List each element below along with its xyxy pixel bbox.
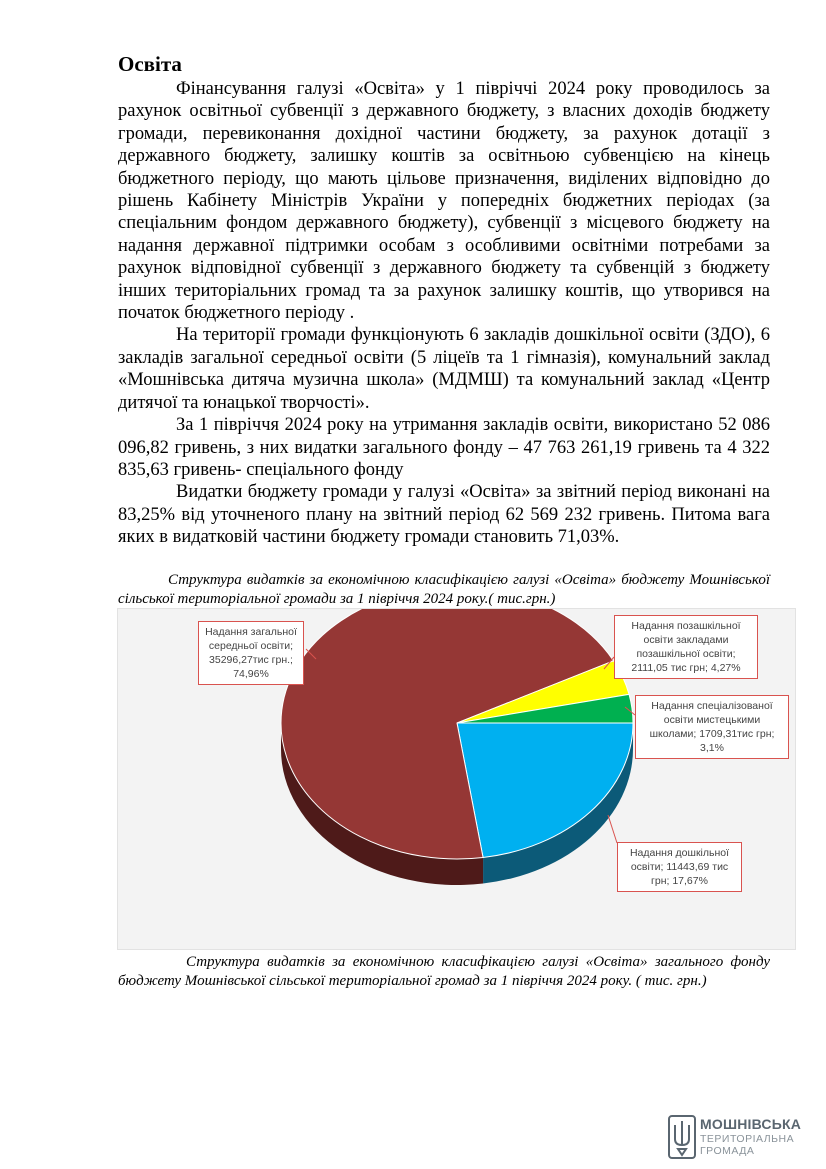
chart-caption: Структура видатків за економічною класифікацією галузі «Освіта» бюджету Мошнівської сільської територіальної громади за 1 півріччя 2024 року.( тис.грн.) bbox=[118, 572, 770, 607]
leader-preschool bbox=[608, 815, 617, 843]
chart-caption-general-fund: Структура видатків за економічною класифікацією галузі «Освіта» загального фонду бюджету Мошнівської сільської територіальної громад за 1 півріччя 2024 року. ( тис. грн.) bbox=[118, 954, 770, 989]
callout-general-secondary: Надання загальної середньої освіти; 35296,27тис грн.; 74,96% bbox=[198, 621, 304, 685]
logo-line3: ГРОМАДА bbox=[700, 1145, 755, 1157]
callout-preschool: Надання дошкільної освіти; 11443,69 тис грн; 17,67% bbox=[617, 842, 742, 892]
paragraph-spending: За 1 півріччя 2024 року на утримання закладів освіти, використано 52 086 096,82 гривень, з них видатки загального фонду – 47 763 261,19 гривень та 4 322 835,63 гривень- спеціального фонду bbox=[118, 415, 770, 480]
paragraph-institutions: На території громади функціонують 6 закладів дошкільної освіти (ЗДО), 6 закладів загальної середньої освіти (5 ліцеїв та 1 гімназія), комунальний заклад «Мошнівська дитяча музична школа» (МДМШ) та комунальний заклад «Центр дитячої та юнацької творчості». bbox=[118, 325, 770, 413]
paragraph-execution: Видатки бюджету громади у галузі «Освіта» за звітний період виконані на 83,25% від уточненого плану на звітний період 62 569 232 гривень. Питома вага яких в видатковій частини бюджету громади становить 71,03%. bbox=[118, 482, 770, 548]
slice-preschool bbox=[457, 723, 633, 857]
section-heading: Освіта bbox=[118, 52, 182, 76]
logo-name: МОШНІВСЬКА bbox=[700, 1116, 802, 1132]
logo-line2: ТЕРИТОРІАЛЬНА bbox=[700, 1133, 795, 1145]
pie-chart bbox=[117, 608, 796, 950]
community-logo bbox=[668, 1115, 808, 1159]
paragraph-financing: Фінансування галузі «Освіта» у 1 півріччі 2024 року проводилось за рахунок освітньої субвенції з державного бюджету, з власних доходів бюджету громади, перевиконання дохідної частини бюджету, за рахунок дотації з державного бюджету, залишку коштів за освітньою субвенцією на кінець бюджетного періоду, що мають цільове призначення, виділених відповідно до рішень Кабінету Міністрів України у попередніх бюджетних періодах (за спеціальним фондом державного бюджету), субвенції з місцевого бюджету на надання державної підтримки особам з особливими освітніми потребами за рахунок відповідної субвенції з державного бюджету та субвенцій з бюджету інших територіальних громад та за рахунок залишку коштів, що утворився на початок бюджетного періоду . bbox=[118, 79, 770, 324]
callout-art-schools: Надання спеціалізованої освіти мистецькими школами; 1709,31тис грн; 3,1% bbox=[635, 695, 789, 759]
document-body bbox=[118, 52, 770, 549]
callout-extracurricular: Надання позашкільної освіти закладами позашкільної освіти; 2111,05 тис грн; 4,27% bbox=[614, 615, 758, 679]
trident-icon bbox=[668, 1115, 696, 1159]
